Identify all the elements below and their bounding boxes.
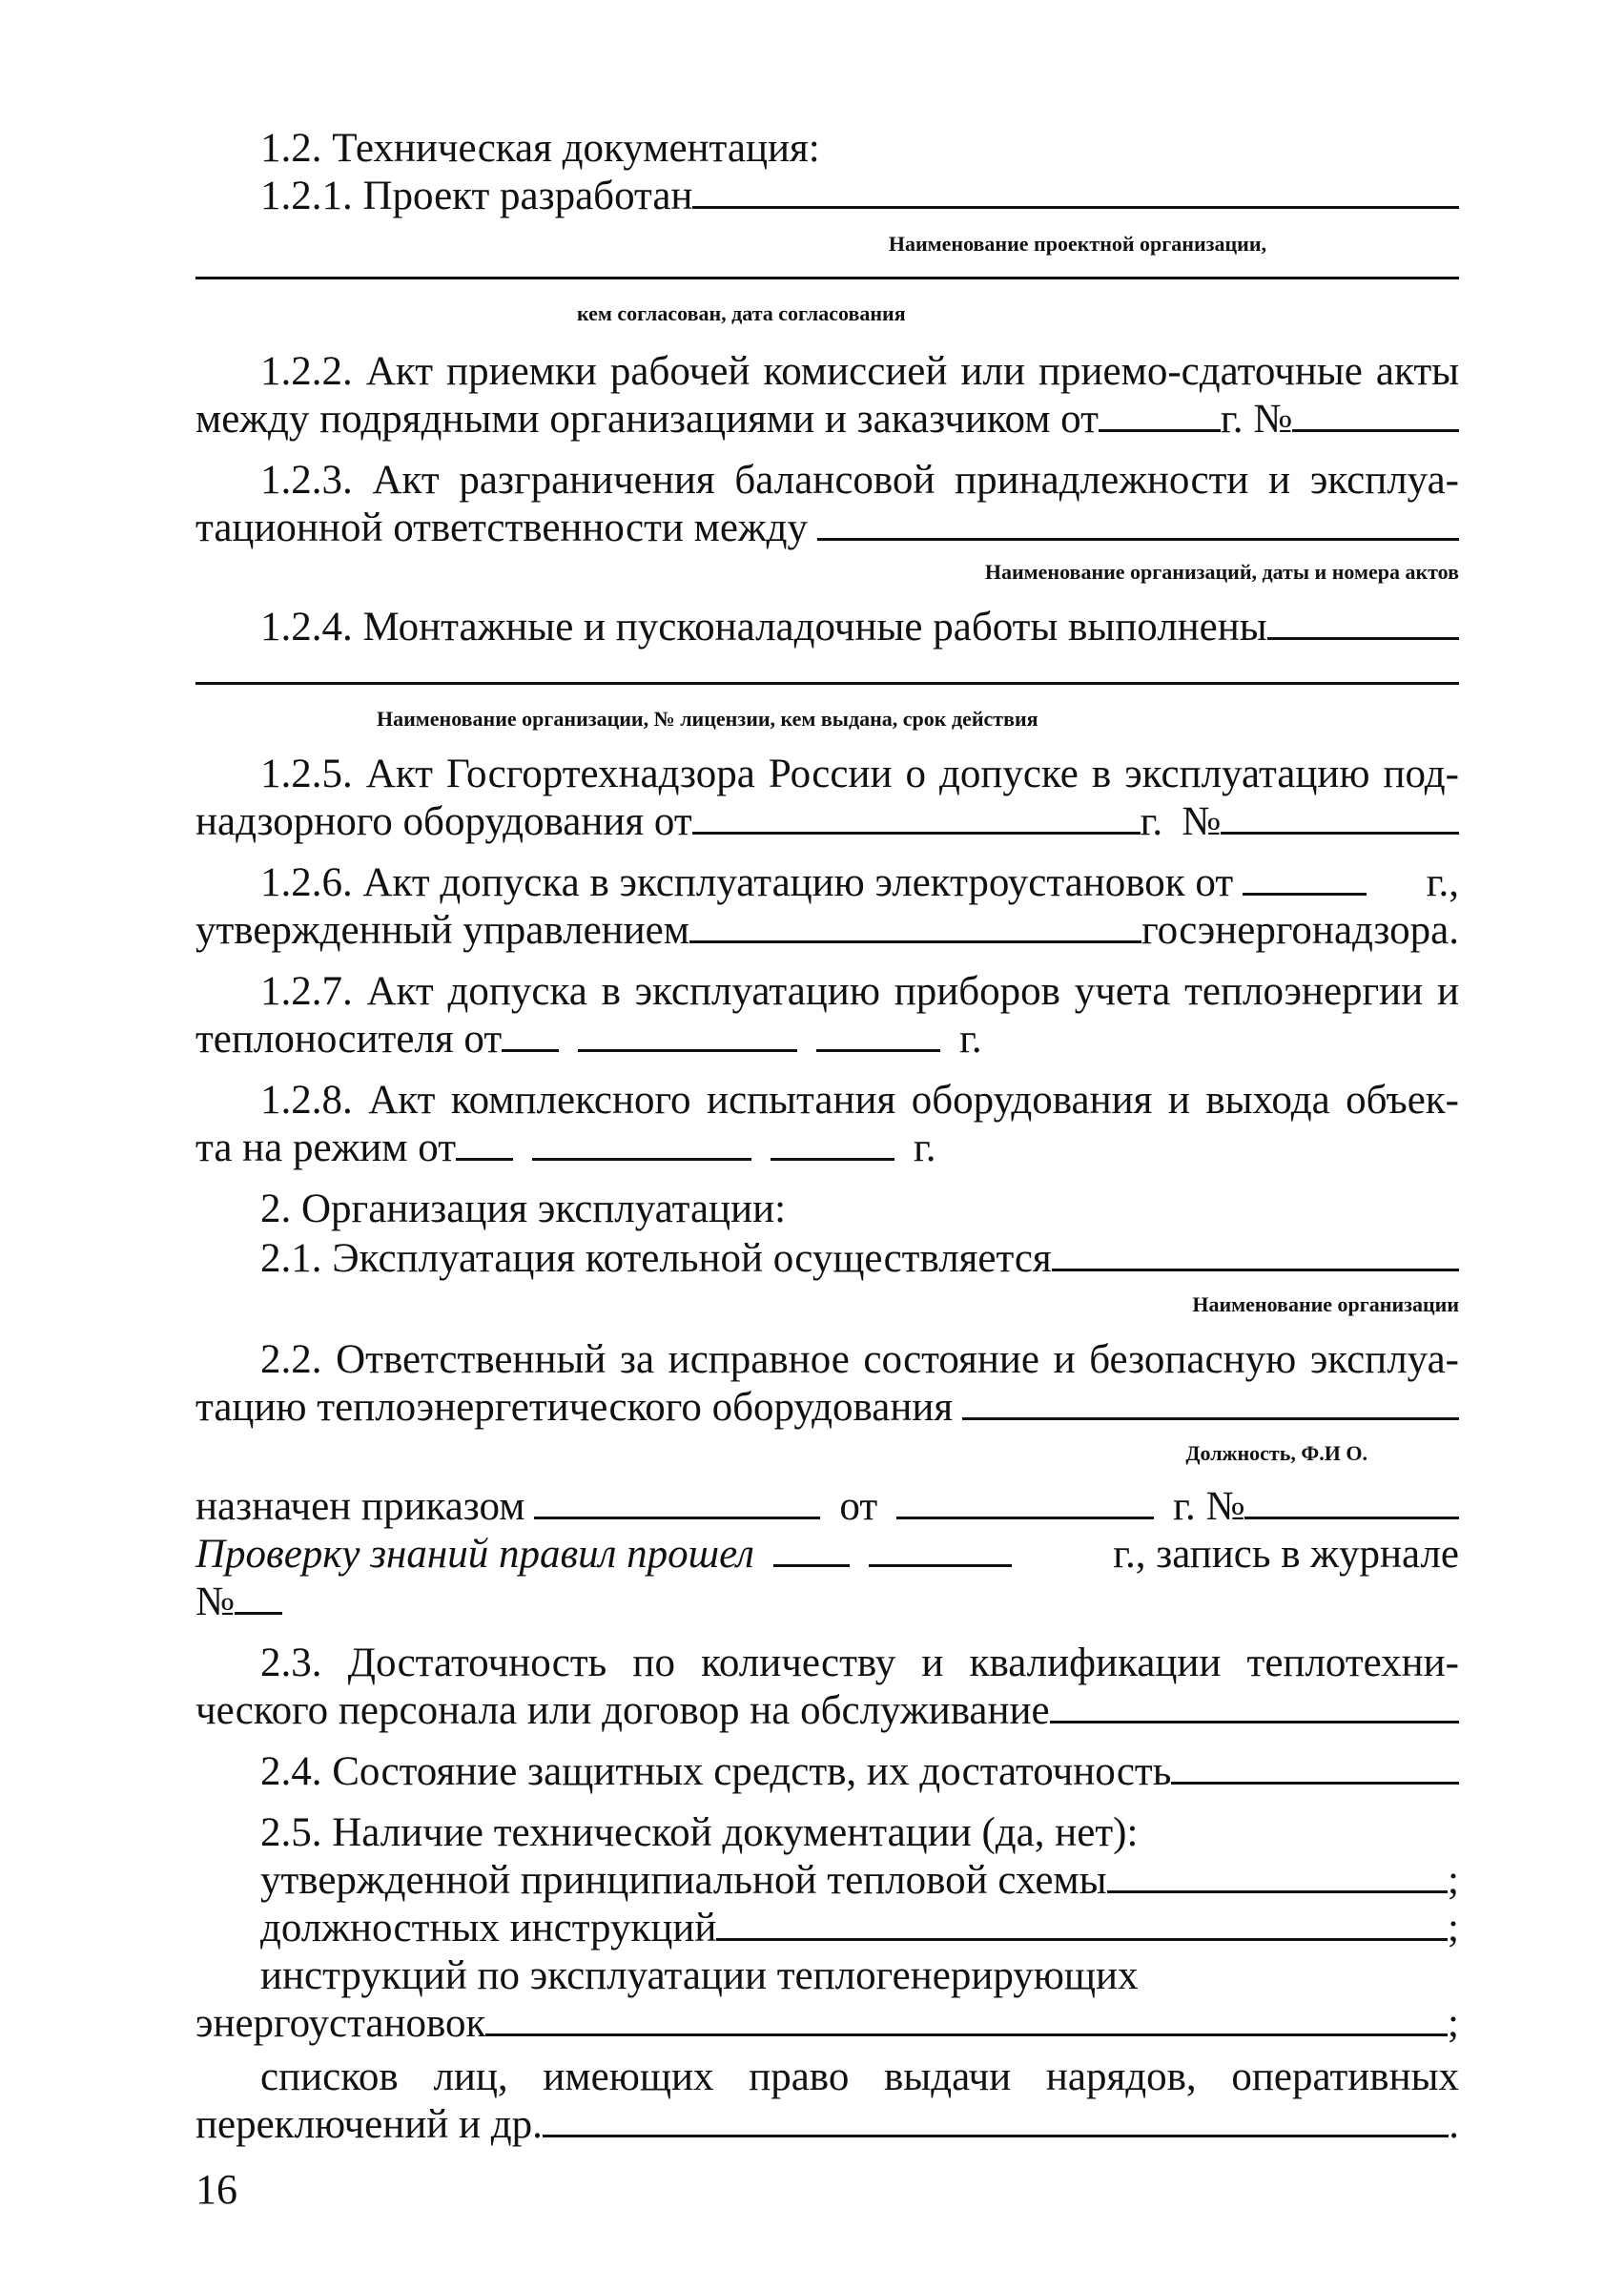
- section-2-2-journal-no: №: [195, 1579, 236, 1624]
- section-2-2-g-no: г. №: [1173, 1484, 1245, 1529]
- section-2-2-order: назначен приказом: [195, 1484, 525, 1529]
- balance-delimitation-field[interactable]: [817, 503, 1459, 541]
- section-2-heading: 2. Организация эксплуатации:: [260, 1187, 787, 1231]
- complex-test-year-field[interactable]: [771, 1123, 894, 1161]
- section-1-2-2-line2: [195, 393, 1459, 446]
- section-1-2-4: [195, 601, 1459, 654]
- section-2-2-line3: [195, 1480, 1459, 1534]
- section-2-3-line1: 2.3. Достаточность по количеству и квалификации теплотехни-: [260, 1641, 1459, 1685]
- section-2-2-text: тацию теплоэнергетического оборудования: [195, 1385, 954, 1430]
- energy-installations-label: энергоустановок: [195, 2001, 486, 2046]
- section-1-2-7-line2: [195, 1013, 1459, 1066]
- caption-organization-name: Наименование организации: [1192, 1292, 1459, 1316]
- energy-installations-field[interactable]: [485, 1998, 1448, 2036]
- section-2-5-line6: списков лиц, имеющих право выдачи нарядов, оперативных: [260, 2054, 1459, 2099]
- project-developer-field[interactable]: [692, 171, 1459, 209]
- knowledge-check-month-field[interactable]: [869, 1529, 1012, 1567]
- section-2-3-line2: [195, 1684, 1459, 1738]
- section-2-5-line3: [195, 1902, 1459, 1955]
- semicolon-1: ;: [1448, 1858, 1459, 1903]
- section-2-2-line4: [195, 1528, 1459, 1581]
- knowledge-check-day-field[interactable]: [773, 1529, 850, 1567]
- section-2-1: [195, 1232, 1459, 1286]
- section-2-1-text: 2.1. Эксплуатация котельной осуществляется: [260, 1236, 1052, 1281]
- acceptance-act-number-field[interactable]: [1292, 394, 1459, 432]
- energy-supervision-field[interactable]: [689, 905, 1141, 943]
- section-2-2-knowledge-check: Проверку знаний правил прошел: [195, 1532, 754, 1577]
- section-1-2-8-text: та на режим от: [195, 1125, 456, 1170]
- section-1-2-6-line2: [195, 904, 1459, 958]
- order-number-field[interactable]: [534, 1481, 820, 1519]
- section-2-5-heading: 2.5. Наличие технической документации (да, нет):: [260, 1810, 1139, 1855]
- complex-test-month-field[interactable]: [532, 1123, 751, 1161]
- job-instructions-label: должностных инструкций: [260, 1906, 717, 1950]
- section-1-2-6-line1: [195, 857, 1459, 910]
- section-1-2-5-line2: [195, 795, 1459, 849]
- installation-works-field[interactable]: [1267, 602, 1459, 640]
- section-1-2-8-line2: [195, 1122, 1459, 1175]
- section-2-5-line2: [195, 1854, 1459, 1908]
- caption-approved-by: кем согласован, дата согласования: [577, 301, 906, 325]
- heat-scheme-label: утвержденной принципиальной тепловой схемы: [260, 1858, 1107, 1903]
- section-2-2-journal: г., запись в журнале: [1113, 1532, 1459, 1577]
- section-1-2-7-text: теплоносителя от: [195, 1017, 503, 1062]
- semicolon-2: ;: [1448, 1906, 1459, 1950]
- section-2-5-line7: [195, 2098, 1459, 2152]
- complex-test-day-field[interactable]: [456, 1123, 513, 1161]
- order-no-field[interactable]: [1244, 1481, 1459, 1519]
- meter-admission-day-field[interactable]: [502, 1014, 559, 1052]
- section-1-2-7-line1: 1.2.7. Акт допуска в эксплуатацию приборов учета теплоэнергии и: [260, 969, 1459, 1014]
- staff-sufficiency-field[interactable]: [1050, 1685, 1459, 1723]
- protective-means-field[interactable]: [1171, 1746, 1459, 1785]
- acceptance-act-date-field[interactable]: [1099, 394, 1221, 432]
- semicolon-3: ;: [1448, 2001, 1459, 2046]
- heat-scheme-field[interactable]: [1107, 1855, 1449, 1893]
- section-2-2-line5: [195, 1576, 1459, 1629]
- responsible-person-field[interactable]: [962, 1382, 1459, 1420]
- section-2-4: [195, 1745, 1459, 1799]
- journal-number-field[interactable]: [235, 1577, 282, 1615]
- meter-admission-month-field[interactable]: [578, 1014, 797, 1052]
- section-1-2-4-text: 1.2.4. Монтажные и пусконаладочные работы выполнены: [260, 605, 1267, 650]
- section-2-2-line1: 2.2. Ответственный за исправное состояние и безопасную эксплуа-: [260, 1337, 1459, 1382]
- order-date-field[interactable]: [896, 1481, 1154, 1519]
- section-2-5-line5: [195, 1997, 1459, 2051]
- section-1-2-3-line1: 1.2.3. Акт разграничения балансовой принадлежности и эксплуа-: [260, 458, 1459, 503]
- section-1-2-2-text: между подрядными организациями и заказчиком от: [195, 397, 1099, 442]
- project-approval-field[interactable]: [195, 277, 1459, 279]
- section-1-2-5-line1: 1.2.5. Акт Госгортехнадзора России о допуске в эксплуатацию под-: [260, 752, 1459, 796]
- caption-license: Наименование организации, № лицензии, кем выдана, срок действия: [377, 707, 1038, 731]
- section-2-3-text: ческого персонала или договор на обслуживание: [195, 1688, 1050, 1733]
- section-1-2-6-g: г.,: [1426, 860, 1459, 905]
- section-1-2-3-text: тационной ответственности между: [195, 506, 809, 550]
- section-1-2-5-no: №: [1182, 799, 1222, 844]
- caption-project-organization: Наименование проектной организации,: [888, 232, 1266, 256]
- gosgortekhnadzor-number-field[interactable]: [1221, 796, 1459, 835]
- section-1-2-2-line1: 1.2.2. Акт приемки рабочей комиссией или приемо-сдаточные акты: [260, 349, 1459, 394]
- section-2-5-line4: инструкций по эксплуатации теплогенерирующих: [260, 1953, 1139, 1998]
- section-1-2-8-line1: 1.2.8. Акт комплексного испытания оборудования и выхода объек-: [260, 1078, 1459, 1123]
- section-1-2-6-text: 1.2.6. Акт допуска в эксплуатацию электроустановок от: [260, 860, 1234, 905]
- section-1-2-1: [195, 170, 1459, 223]
- section-2-2-line2: [195, 1381, 1459, 1434]
- caption-position-name: Должность, Ф.И О.: [1185, 1441, 1367, 1465]
- section-1-2-6-approved: утвержденный управлением: [195, 908, 689, 953]
- switching-lists-field[interactable]: [543, 2099, 1449, 2137]
- installation-works-field-2[interactable]: [195, 682, 1459, 685]
- section-1-2-5-g: г.: [1140, 799, 1163, 844]
- final-period: .: [1449, 2102, 1459, 2147]
- section-1-2-heading: 1.2. Техническая документация:: [260, 126, 820, 171]
- section-1-2-8-g: г.: [914, 1125, 936, 1170]
- section-1-2-7-g: г.: [959, 1017, 982, 1062]
- section-2-2-from: от: [839, 1484, 878, 1529]
- caption-organizations-acts: Наименование организаций, даты и номера актов: [984, 560, 1459, 584]
- page-number: 16: [195, 2166, 237, 2213]
- section-1-2-3-line2: [195, 502, 1459, 555]
- job-instructions-field[interactable]: [716, 1903, 1448, 1941]
- section-1-2-6-gosenergo: госэнергонадзора.: [1141, 908, 1459, 953]
- section-1-2-2-g: г. №: [1220, 397, 1293, 442]
- gosgortekhnadzor-date-field[interactable]: [692, 796, 1141, 835]
- section-1-2-1-label: 1.2.1. Проект разработан: [260, 174, 693, 218]
- switching-lists-label: переключений и др.: [195, 2102, 543, 2147]
- section-2-4-text: 2.4. Состояние защитных средств, их достаточность: [260, 1749, 1172, 1794]
- boiler-operator-field[interactable]: [1052, 1233, 1459, 1271]
- document-page: [195, 0, 1459, 2291]
- meter-admission-year-field[interactable]: [816, 1014, 940, 1052]
- section-1-2-5-text: надзорного оборудования от: [195, 799, 692, 844]
- electro-admission-date-field[interactable]: [1243, 857, 1367, 896]
